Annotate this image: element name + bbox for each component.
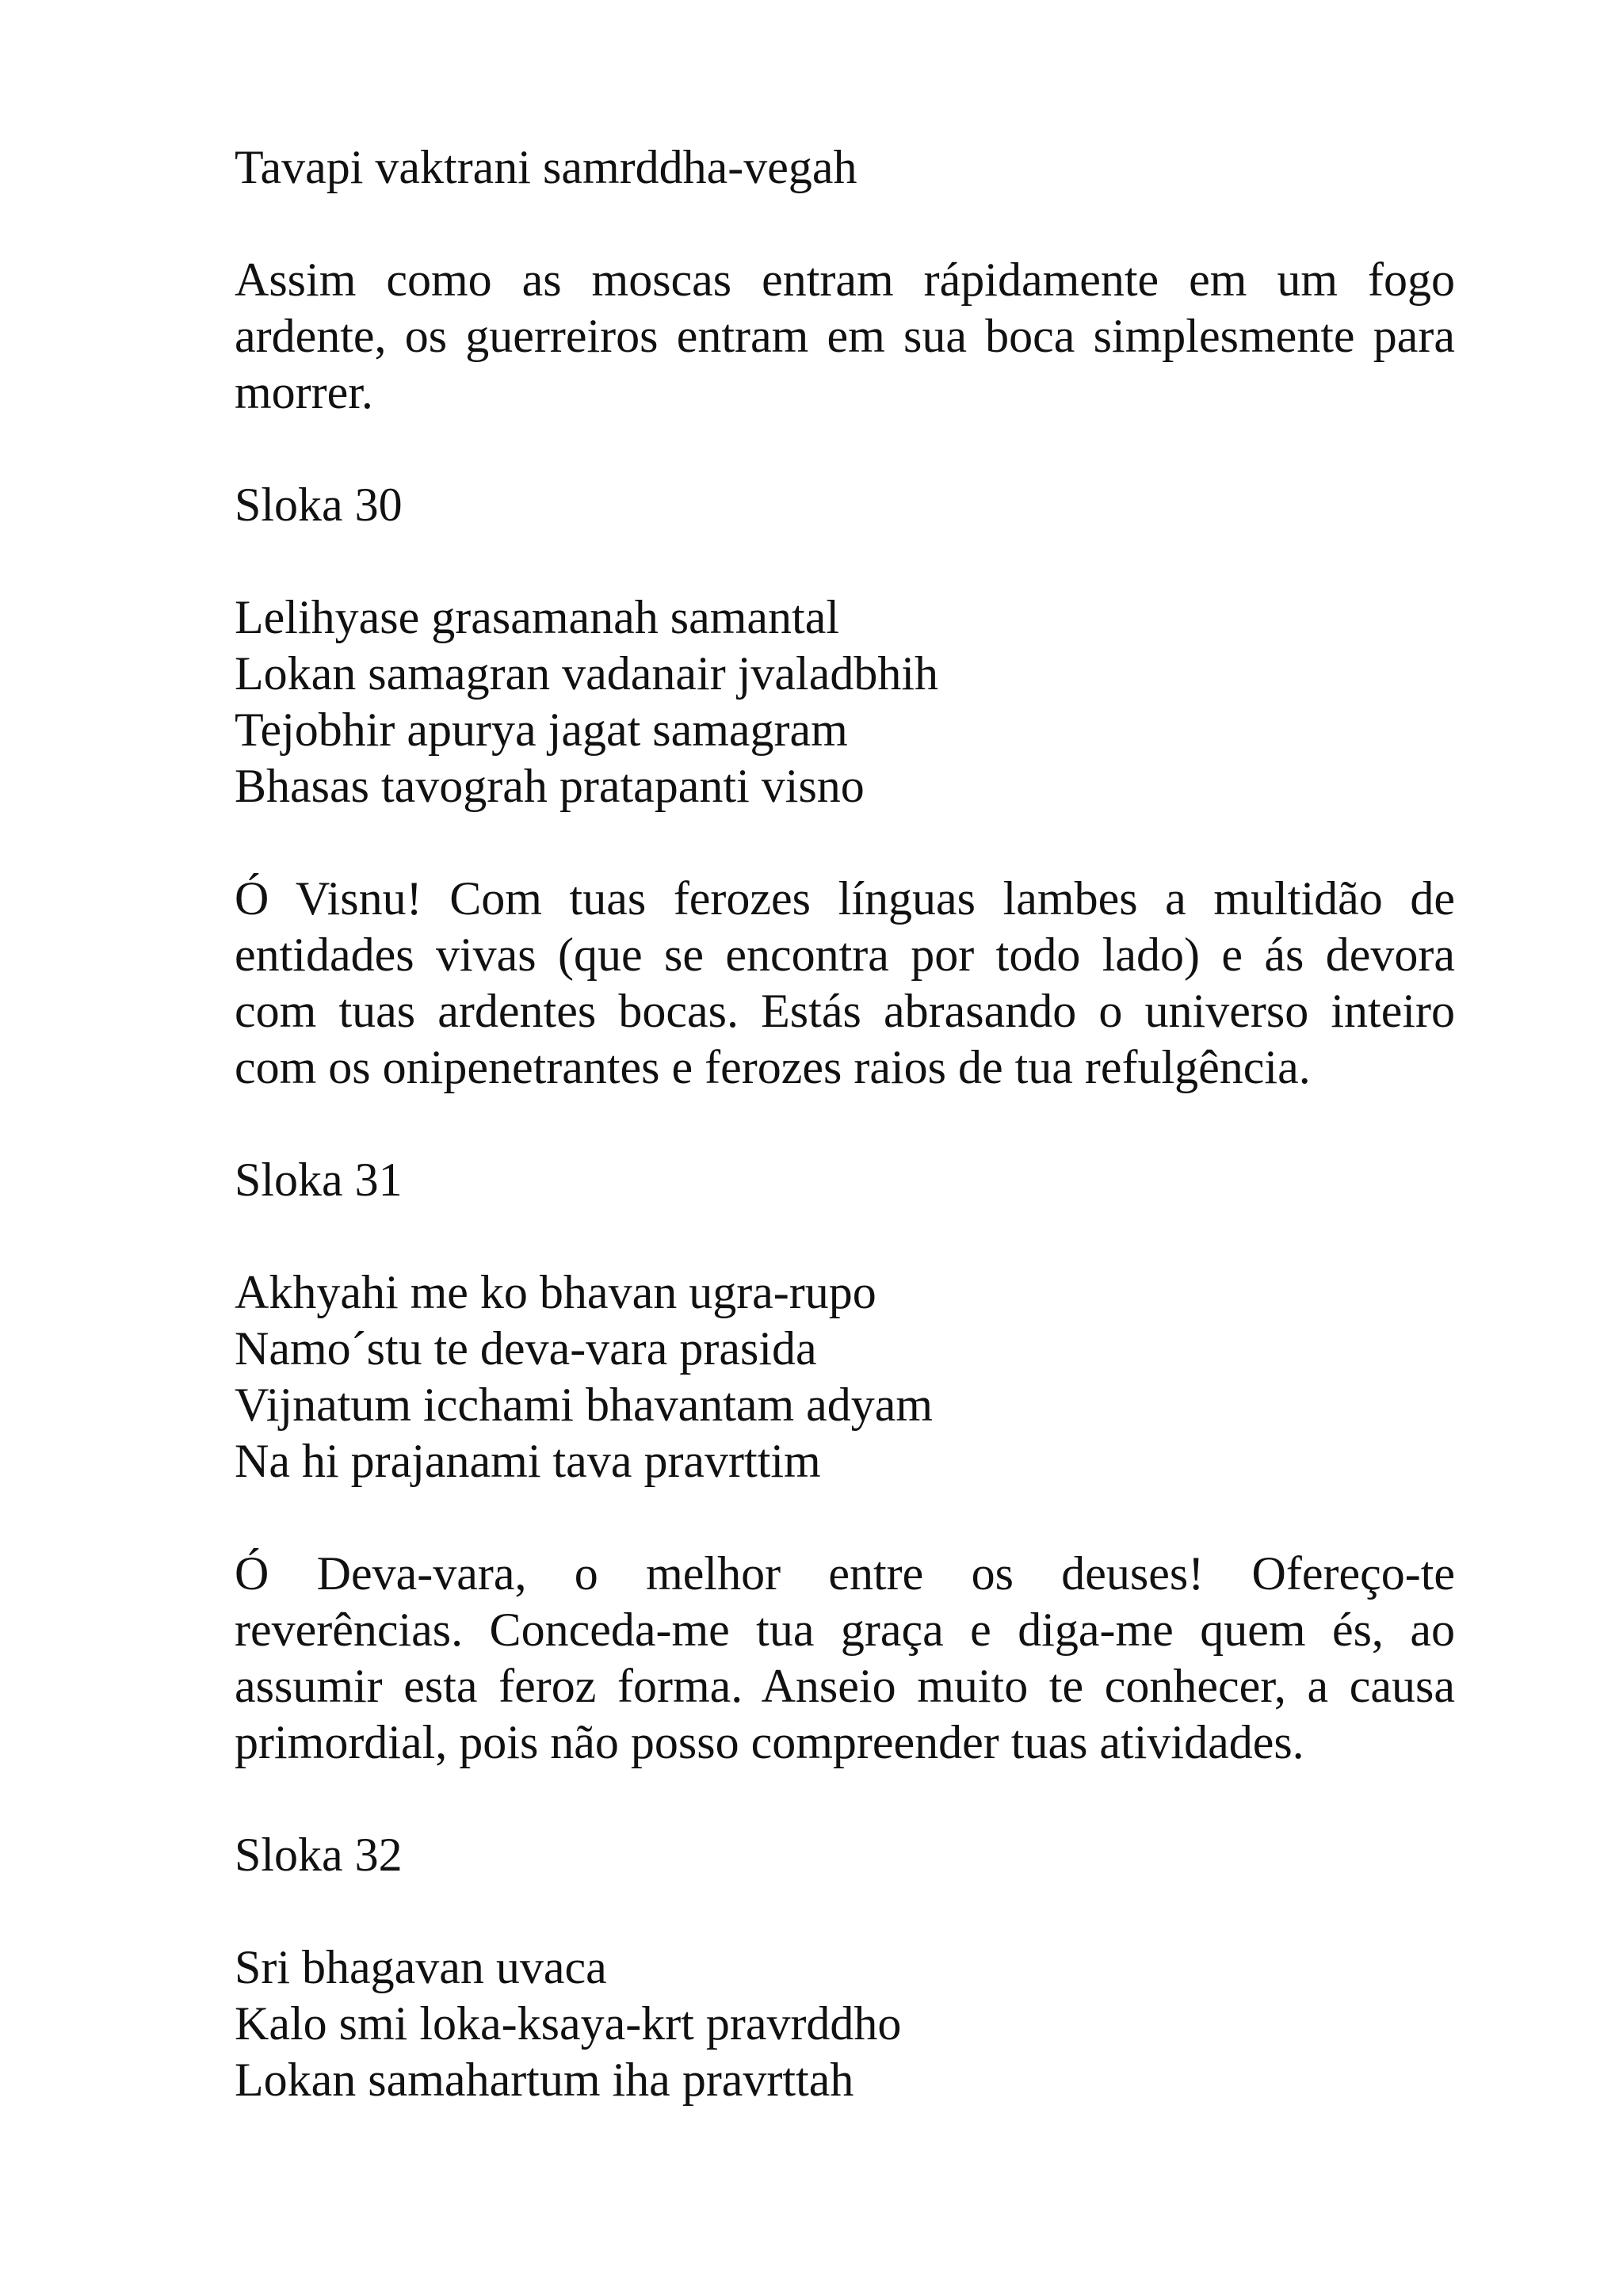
paragraph-line: entidades vivas (que se encontra por todo lado) e ás devora — [235, 929, 1455, 981]
translation-paragraph — [235, 1546, 1455, 1771]
paragraph-line: com tuas ardentes bocas. Estás abrasando o universo inteiro — [235, 985, 1455, 1037]
paragraph-line: reverências. Conceda-me tua graça e diga-me quem és, ao — [235, 1604, 1455, 1656]
translation-paragraph — [235, 252, 1455, 421]
sanskrit-verse — [235, 1264, 1455, 1489]
verse-line: Namo´stu te deva-vara prasida — [235, 1322, 817, 1375]
verse-line: Sri bhagavan uvaca — [235, 1941, 607, 1993]
paragraph-gap — [235, 1489, 1455, 1546]
paragraph-gap — [235, 1096, 1455, 1152]
paragraph-line: Ó Visnu! Com tuas ferozes línguas lambes a multidão de — [235, 872, 1455, 925]
verse-line: Tejobhir apurya jagat samagram — [235, 704, 848, 756]
sanskrit-verse — [235, 1939, 1455, 2108]
document-page — [235, 139, 1455, 2108]
paragraph-line: assumir esta feroz forma. Anseio muito te conhecer, a causa — [235, 1660, 1455, 1712]
paragraph-gap — [235, 814, 1455, 871]
paragraph-gap — [235, 533, 1455, 589]
verse-line: Vijnatum icchami bhavantam adyam — [235, 1379, 934, 1431]
paragraph-gap — [235, 421, 1455, 477]
paragraph-line: ardente, os guerreiros entram em sua boca simplesmente para — [235, 310, 1455, 362]
verse-line: Na hi prajanami tava pravrttim — [235, 1435, 821, 1487]
paragraph-gap — [235, 1883, 1455, 1939]
verse-line: Bhasas tavograh pratapanti visno — [235, 760, 865, 812]
paragraph-gap — [235, 196, 1455, 252]
verse-line: Akhyahi me ko bhavan ugra-rupo — [235, 1266, 876, 1318]
verse-line: Kalo smi loka-ksaya-krt pravrddho — [235, 1997, 902, 2050]
verse-line: Tavapi vaktrani samrddha-vegah — [235, 141, 857, 193]
paragraph-gap — [235, 1208, 1455, 1264]
paragraph-line: morrer. — [235, 366, 373, 418]
verse-line: Lokan samagran vadanair jvaladbhih — [235, 647, 938, 700]
sloka-heading: Sloka 31 — [235, 1154, 403, 1206]
sloka-heading: Sloka 32 — [235, 1829, 403, 1881]
paragraph-line: primordial, pois não posso compreender tuas atividades. — [235, 1716, 1304, 1768]
sloka-heading: Sloka 30 — [235, 479, 403, 531]
translation-paragraph — [235, 871, 1455, 1096]
sanskrit-verse — [235, 589, 1455, 814]
paragraph-gap — [235, 1771, 1455, 1827]
verse-line: Lokan samahartum iha pravrttah — [235, 2054, 854, 2106]
paragraph-line: com os onipenetrantes e ferozes raios de tua refulgência. — [235, 1041, 1311, 1093]
verse-line: Lelihyase grasamanah samantal — [235, 591, 840, 643]
paragraph-line: Assim como as moscas entram rápidamente em um fogo — [235, 254, 1455, 306]
paragraph-line: Ó Deva-vara, o melhor entre os deuses! Ofereço-te — [235, 1547, 1455, 1600]
